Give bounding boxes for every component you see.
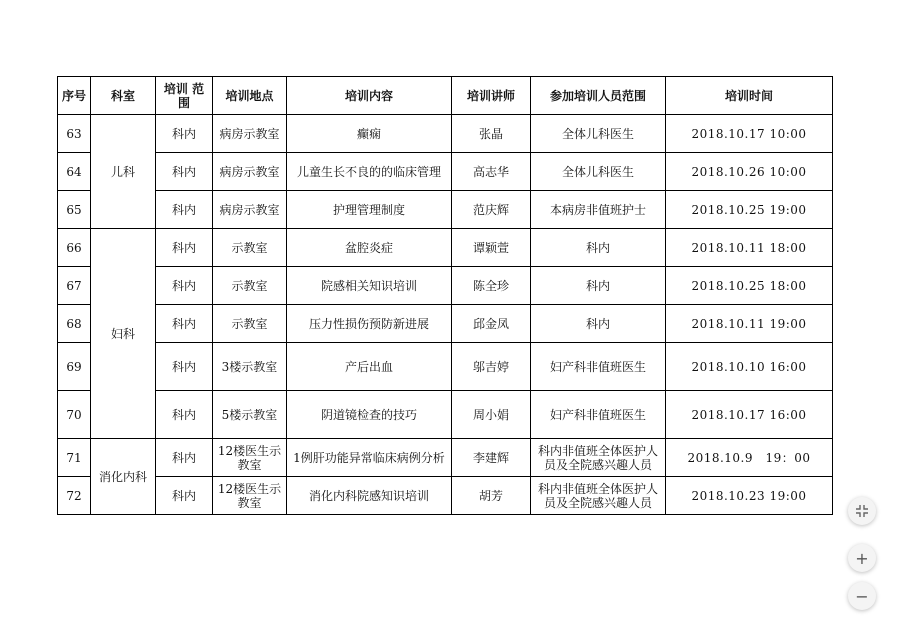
row-scope: 科内	[156, 229, 213, 267]
row-place: 病房示教室	[213, 115, 287, 153]
row-no: 71	[58, 439, 91, 477]
row-time: 2018.10.11 18:00	[666, 229, 833, 267]
row-no: 65	[58, 191, 91, 229]
zoom-in-button[interactable]	[848, 544, 876, 572]
row-scope: 科内	[156, 115, 213, 153]
dept-cell: 妇科	[91, 229, 156, 439]
plus-icon: +	[855, 548, 869, 568]
row-no: 69	[58, 343, 91, 391]
header-row	[58, 77, 833, 115]
row-place: 3楼示教室	[213, 343, 287, 391]
row-time: 2018.10.9 19：00	[666, 439, 833, 477]
row-audience: 全体儿科医生	[531, 115, 666, 153]
row-audience: 科内非值班全体医护人员及全院感兴趣人员	[531, 439, 666, 477]
row-content: 护理管理制度	[287, 191, 452, 229]
header-dept: 科室	[91, 77, 156, 115]
zoom-out-button[interactable]	[848, 582, 876, 610]
row-teacher: 邱金凤	[452, 305, 531, 343]
header-no: 序号	[58, 77, 91, 115]
header-scope: 培训 范围	[156, 77, 213, 115]
header-place: 培训地点	[213, 77, 287, 115]
row-no: 68	[58, 305, 91, 343]
row-scope: 科内	[156, 305, 213, 343]
row-no: 70	[58, 391, 91, 439]
minus-icon: −	[855, 586, 869, 606]
row-audience: 科内	[531, 229, 666, 267]
row-audience: 本病房非值班护士	[531, 191, 666, 229]
table-row	[58, 153, 833, 191]
row-place: 12楼医生示教室	[213, 477, 287, 515]
table-row	[58, 191, 833, 229]
row-no: 64	[58, 153, 91, 191]
fit-page-button[interactable]	[848, 497, 876, 525]
row-content: 产后出血	[287, 343, 452, 391]
row-content: 消化内科院感知识培训	[287, 477, 452, 515]
row-audience: 科内	[531, 305, 666, 343]
table-row	[58, 477, 833, 515]
row-place: 示教室	[213, 229, 287, 267]
row-teacher: 谭颖萱	[452, 229, 531, 267]
row-audience: 妇产科非值班医生	[531, 343, 666, 391]
row-teacher: 高志华	[452, 153, 531, 191]
compress-icon	[855, 504, 869, 518]
row-scope: 科内	[156, 267, 213, 305]
table-row	[58, 229, 833, 267]
row-scope: 科内	[156, 477, 213, 515]
row-content: 癫痫	[287, 115, 452, 153]
row-audience: 科内非值班全体医护人员及全院感兴趣人员	[531, 477, 666, 515]
training-schedule-table	[57, 76, 833, 515]
row-place: 示教室	[213, 305, 287, 343]
header-time: 培训时间	[666, 77, 833, 115]
row-content: 院感相关知识培训	[287, 267, 452, 305]
row-place: 病房示教室	[213, 153, 287, 191]
row-teacher: 范庆辉	[452, 191, 531, 229]
row-time: 2018.10.23 19:00	[666, 477, 833, 515]
row-scope: 科内	[156, 391, 213, 439]
row-no: 72	[58, 477, 91, 515]
row-time: 2018.10.17 16:00	[666, 391, 833, 439]
row-place: 5楼示教室	[213, 391, 287, 439]
row-teacher: 胡芳	[452, 477, 531, 515]
row-time: 2018.10.26 10:00	[666, 153, 833, 191]
row-time: 2018.10.25 19:00	[666, 191, 833, 229]
row-place: 示教室	[213, 267, 287, 305]
row-audience: 妇产科非值班医生	[531, 391, 666, 439]
table-row	[58, 305, 833, 343]
row-no: 67	[58, 267, 91, 305]
row-place: 12楼医生示教室	[213, 439, 287, 477]
row-teacher: 邬吉婷	[452, 343, 531, 391]
row-no: 66	[58, 229, 91, 267]
table-row	[58, 439, 833, 477]
row-teacher: 周小娟	[452, 391, 531, 439]
table-row	[58, 115, 833, 153]
row-scope: 科内	[156, 343, 213, 391]
dept-cell: 儿科	[91, 115, 156, 229]
table-row	[58, 343, 833, 391]
dept-cell: 消化内科	[91, 439, 156, 515]
row-content: 压力性损伤预防新进展	[287, 305, 452, 343]
row-teacher: 李建辉	[452, 439, 531, 477]
row-time: 2018.10.25 18:00	[666, 267, 833, 305]
row-teacher: 陈全珍	[452, 267, 531, 305]
row-scope: 科内	[156, 191, 213, 229]
table-row	[58, 391, 833, 439]
row-scope: 科内	[156, 439, 213, 477]
header-content: 培训内容	[287, 77, 452, 115]
row-time: 2018.10.11 19:00	[666, 305, 833, 343]
row-content: 盆腔炎症	[287, 229, 452, 267]
row-audience: 科内	[531, 267, 666, 305]
row-time: 2018.10.10 16:00	[666, 343, 833, 391]
header-audience: 参加培训人员范围	[531, 77, 666, 115]
row-audience: 全体儿科医生	[531, 153, 666, 191]
row-content: 1例肝功能异常临床病例分析	[287, 439, 452, 477]
row-teacher: 张晶	[452, 115, 531, 153]
row-scope: 科内	[156, 153, 213, 191]
row-content: 阴道镜检查的技巧	[287, 391, 452, 439]
table-row	[58, 267, 833, 305]
row-no: 63	[58, 115, 91, 153]
row-content: 儿童生长不良的的临床管理	[287, 153, 452, 191]
row-time: 2018.10.17 10:00	[666, 115, 833, 153]
row-place: 病房示教室	[213, 191, 287, 229]
header-teacher: 培训讲师	[452, 77, 531, 115]
